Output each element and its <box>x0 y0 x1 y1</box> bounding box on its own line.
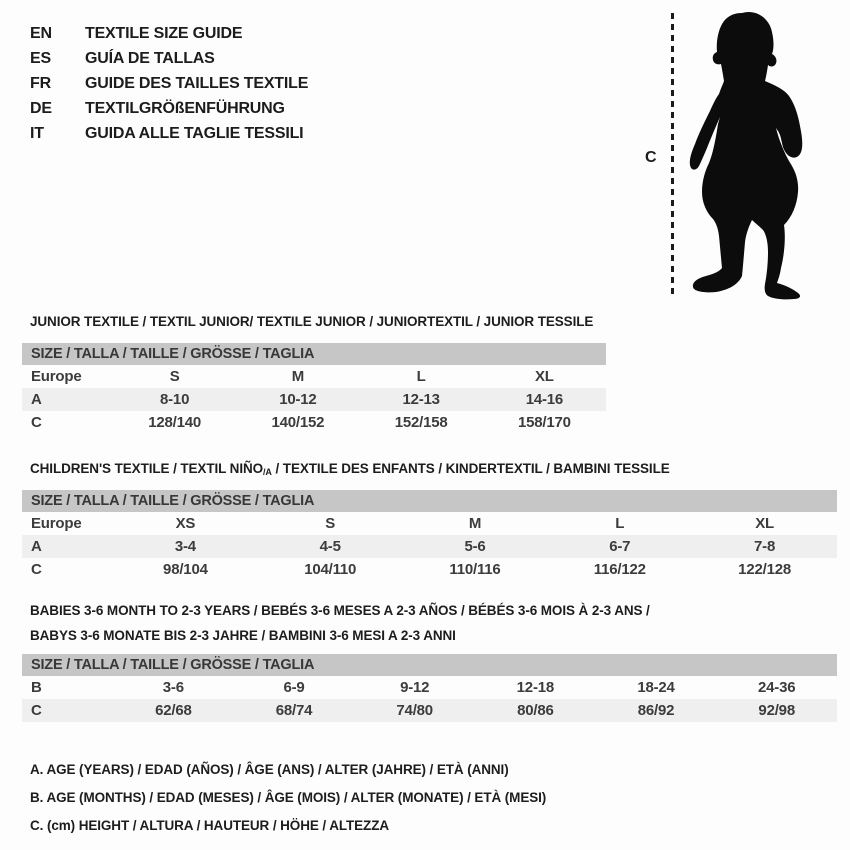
height-measure-label: C <box>645 149 657 166</box>
language-row-fr <box>30 71 308 96</box>
language-code: ES <box>30 49 51 67</box>
language-label: GUIDE DES TAILLES TEXTILE <box>85 74 309 92</box>
row-label: Europe <box>31 368 82 385</box>
table-cell: 3-6 <box>162 679 184 696</box>
table-row-europe <box>22 365 606 388</box>
junior-size-table <box>22 343 606 434</box>
toddler-silhouette-icon <box>680 4 850 304</box>
table-cell: 152/158 <box>394 414 448 431</box>
language-code: IT <box>30 124 44 142</box>
table-cell: XS <box>175 515 196 532</box>
table-cell: 12-18 <box>516 679 555 696</box>
language-row-en <box>30 21 308 46</box>
table-cell: 3-4 <box>174 538 196 555</box>
babies-section-title <box>30 598 650 648</box>
table-cell: 10-12 <box>279 391 317 408</box>
table-cell: M <box>291 368 305 385</box>
table-cell: 74/80 <box>396 702 433 719</box>
table-cell: 12-13 <box>402 391 440 408</box>
table-cell: 6-7 <box>609 538 631 555</box>
title-text: CHILDREN'S TEXTILE / TEXTIL NIÑO <box>30 461 264 476</box>
language-code: FR <box>30 74 51 92</box>
language-row-it <box>30 121 308 146</box>
table-cell: 140/152 <box>271 414 325 431</box>
babies-size-table <box>22 654 837 722</box>
row-label: A <box>31 391 42 408</box>
legend-line-c: C. (cm) HEIGHT / ALTURA / HAUTEUR / HÖHE / ALTEZZA <box>30 818 389 833</box>
legend-line-b: B. AGE (MONTHS) / EDAD (MESES) / ÂGE (MOIS) / ALTER (MONATE) / ETÀ (MESI) <box>30 790 547 805</box>
table-cell: 68/74 <box>275 702 313 719</box>
row-label: A <box>31 538 42 555</box>
table-cell: S <box>169 368 180 385</box>
table-cell: 86/92 <box>637 702 675 719</box>
table-row-europe <box>22 512 837 535</box>
table-row-height <box>22 558 837 581</box>
title-text: / TEXTILE DES ENFANTS / KINDERTEXTIL / BAMBINI TESSILE <box>271 461 670 476</box>
language-label: TEXTILE SIZE GUIDE <box>85 24 243 42</box>
babies-title-line1: BABIES 3-6 MONTH TO 2-3 YEARS / BEBÉS 3-6 MESES A 2-3 AÑOS / BÉBÉS 3-6 MOIS À 2-3 ANS / <box>30 603 650 618</box>
table-cell: 92/98 <box>758 702 795 719</box>
table-row-age <box>22 535 837 558</box>
title-subscript: /A <box>263 467 272 477</box>
table-cell: XL <box>755 515 774 532</box>
row-label: C <box>31 414 42 431</box>
table-cell: 116/122 <box>593 561 646 578</box>
table-header-bar: SIZE / TALLA / TAILLE / GRÖSSE / TAGLIA <box>22 654 837 676</box>
language-label: GUÍA DE TALLAS <box>85 49 215 67</box>
table-cell: L <box>416 368 426 385</box>
babies-title-line2: BABYS 3-6 MONATE BIS 2-3 JAHRE / BAMBINI 3-6 MESI A 2-3 ANNI <box>30 628 456 643</box>
table-cell: 9-12 <box>400 679 430 696</box>
table-cell: 24-36 <box>758 679 796 696</box>
table-header-bar: SIZE / TALLA / TAILLE / GRÖSSE / TAGLIA <box>22 343 606 365</box>
table-cell: 158/170 <box>517 414 571 431</box>
table-row-height <box>22 411 606 434</box>
table-cell: 14-16 <box>525 391 564 408</box>
table-cell: 110/116 <box>449 561 501 578</box>
table-cell: 104/110 <box>304 561 357 578</box>
table-cell: S <box>325 515 336 532</box>
table-cell: 98/104 <box>163 561 208 578</box>
language-row-es <box>30 46 308 71</box>
language-label: GUIDA ALLE TAGLIE TESSILI <box>85 124 304 142</box>
children-section-title <box>30 456 670 485</box>
table-cell: 5-6 <box>464 538 486 555</box>
measure-legend <box>30 756 546 840</box>
table-cell: 128/140 <box>148 414 202 431</box>
table-cell: 62/68 <box>155 702 192 719</box>
table-cell: 6-9 <box>283 679 305 696</box>
table-cell: M <box>468 515 482 532</box>
height-measure-dotted-line <box>671 13 674 296</box>
row-label: Europe <box>31 515 82 532</box>
row-label: C <box>31 702 42 719</box>
language-code: EN <box>30 24 52 42</box>
table-cell: 4-5 <box>319 538 341 555</box>
table-cell: 122/128 <box>738 561 791 578</box>
table-cell: XL <box>534 368 554 385</box>
table-cell: 18-24 <box>637 679 675 696</box>
legend-line-a: A. AGE (YEARS) / EDAD (AÑOS) / ÂGE (ANS) / ALTER (JAHRE) / ETÀ (ANNI) <box>30 762 509 777</box>
table-header-bar: SIZE / TALLA / TAILLE / GRÖSSE / TAGLIA <box>22 490 837 512</box>
table-row-height <box>22 699 837 722</box>
table-cell: L <box>615 515 625 532</box>
language-code: DE <box>30 99 52 117</box>
children-size-table <box>22 490 837 581</box>
table-cell: 7-8 <box>754 538 776 555</box>
table-cell: 8-10 <box>160 391 190 408</box>
table-cell: 80/86 <box>517 702 554 719</box>
table-row-age-months <box>22 676 837 699</box>
language-list <box>30 21 308 146</box>
row-label: C <box>31 561 42 578</box>
language-row-de <box>30 96 308 121</box>
table-row-age <box>22 388 606 411</box>
row-label: B <box>31 679 42 696</box>
junior-section-title: JUNIOR TEXTILE / TEXTIL JUNIOR/ TEXTILE JUNIOR / JUNIORTEXTIL / JUNIOR TESSILE <box>30 314 594 329</box>
language-label: TEXTILGRÖßENFÜHRUNG <box>85 99 285 117</box>
